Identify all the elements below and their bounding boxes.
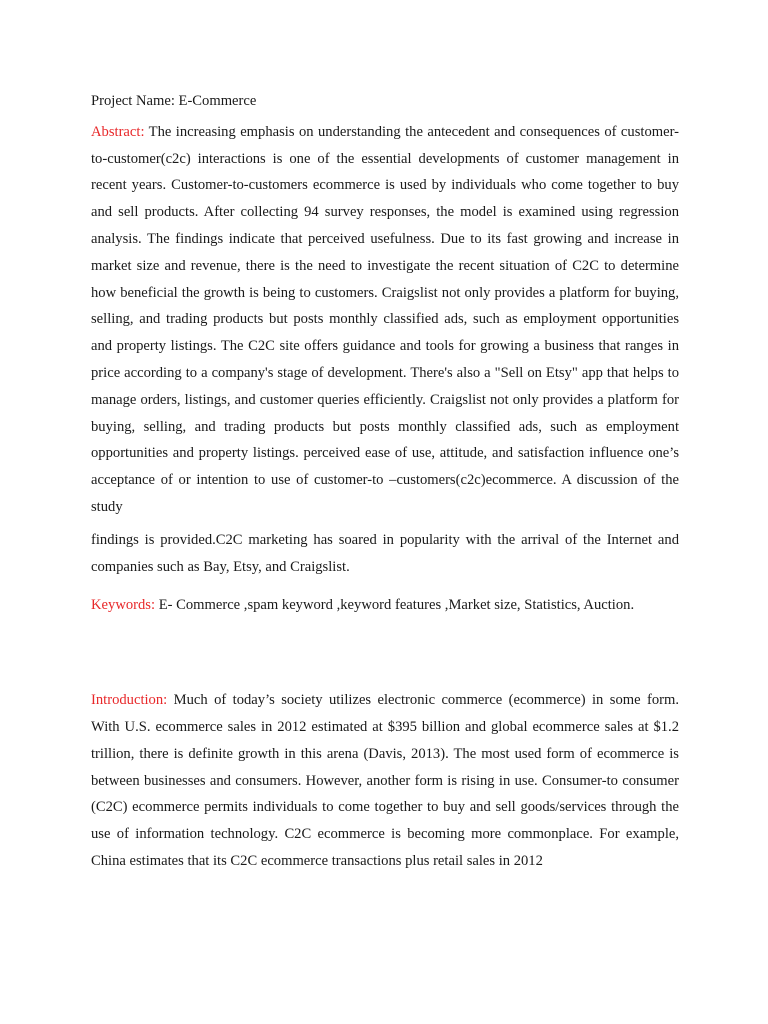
document-page <box>91 88 679 875</box>
abstract-label: Abstract: <box>91 123 145 140</box>
abstract-paragraph <box>91 119 679 521</box>
abstract-text: The increasing emphasis on understanding the antecedent and consequences of customer-to-customer(c2c) interactions is one of the essential developments of customer management in recent years. Customer-to-customers ecommerce is used by individuals who come together to buy and sell products. After collecting 94 survey responses, the model is examined using regression analysis. The findings indicate that perceived usefulness. Due to its fast growing and increase in market size and revenue, there is the need to investigate the recent situation of C2C to determine how beneficial the growth is being to customers. Craigslist not only provides a platform for buying, selling, and trading products but posts monthly classified ads, such as employment opportunities and property listings. The C2C site offers guidance and tools for growing a business that ranges in price according to a company's stage of development. There's also a "Sell on Etsy" app that helps to manage orders, listings, and customer queries efficiently. Craigslist not only provides a platform for buying, selling, and trading products but posts monthly classified ads, such as employment opportunities and property listings. perceived ease of use, attitude, and satisfaction influence one’s acceptance of or intention to use of customer-to –customers(c2c)ecommerce. A discussion of the study <box>91 123 679 515</box>
keywords-paragraph <box>91 592 679 619</box>
introduction-label: Introduction: <box>91 692 168 709</box>
keywords-label: Keywords: <box>91 597 156 614</box>
abstract-continuation: findings is provided.C2C marketing has soared in popularity with the arrival of the Internet and companies such as Bay, Etsy, and Craigslist. <box>91 531 679 575</box>
project-title: Project Name: E-Commerce <box>91 93 257 109</box>
introduction-paragraph <box>91 687 679 875</box>
introduction-text: Much of today’s society utilizes electronic commerce (ecommerce) in some form. With U.S. ecommerce sales in 2012 estimated at $395 billion and global ecommerce sales at $1.2 trillion, there is definite growth in this arena (Davis, 2013). The most used form of ecommerce is between businesses and consumers. However, another form is rising in use. Consumer-to consumer (C2C) ecommerce permits individuals to come together to buy and sell goods/services through the use of information technology. C2C ecommerce is becoming more commonplace. For example, China estimates that its C2C ecommerce transactions plus retail sales in 2012 <box>91 692 679 869</box>
keywords-text: E- Commerce ,spam keyword ,keyword features ,Market size, Statistics, Auction. <box>158 597 635 614</box>
